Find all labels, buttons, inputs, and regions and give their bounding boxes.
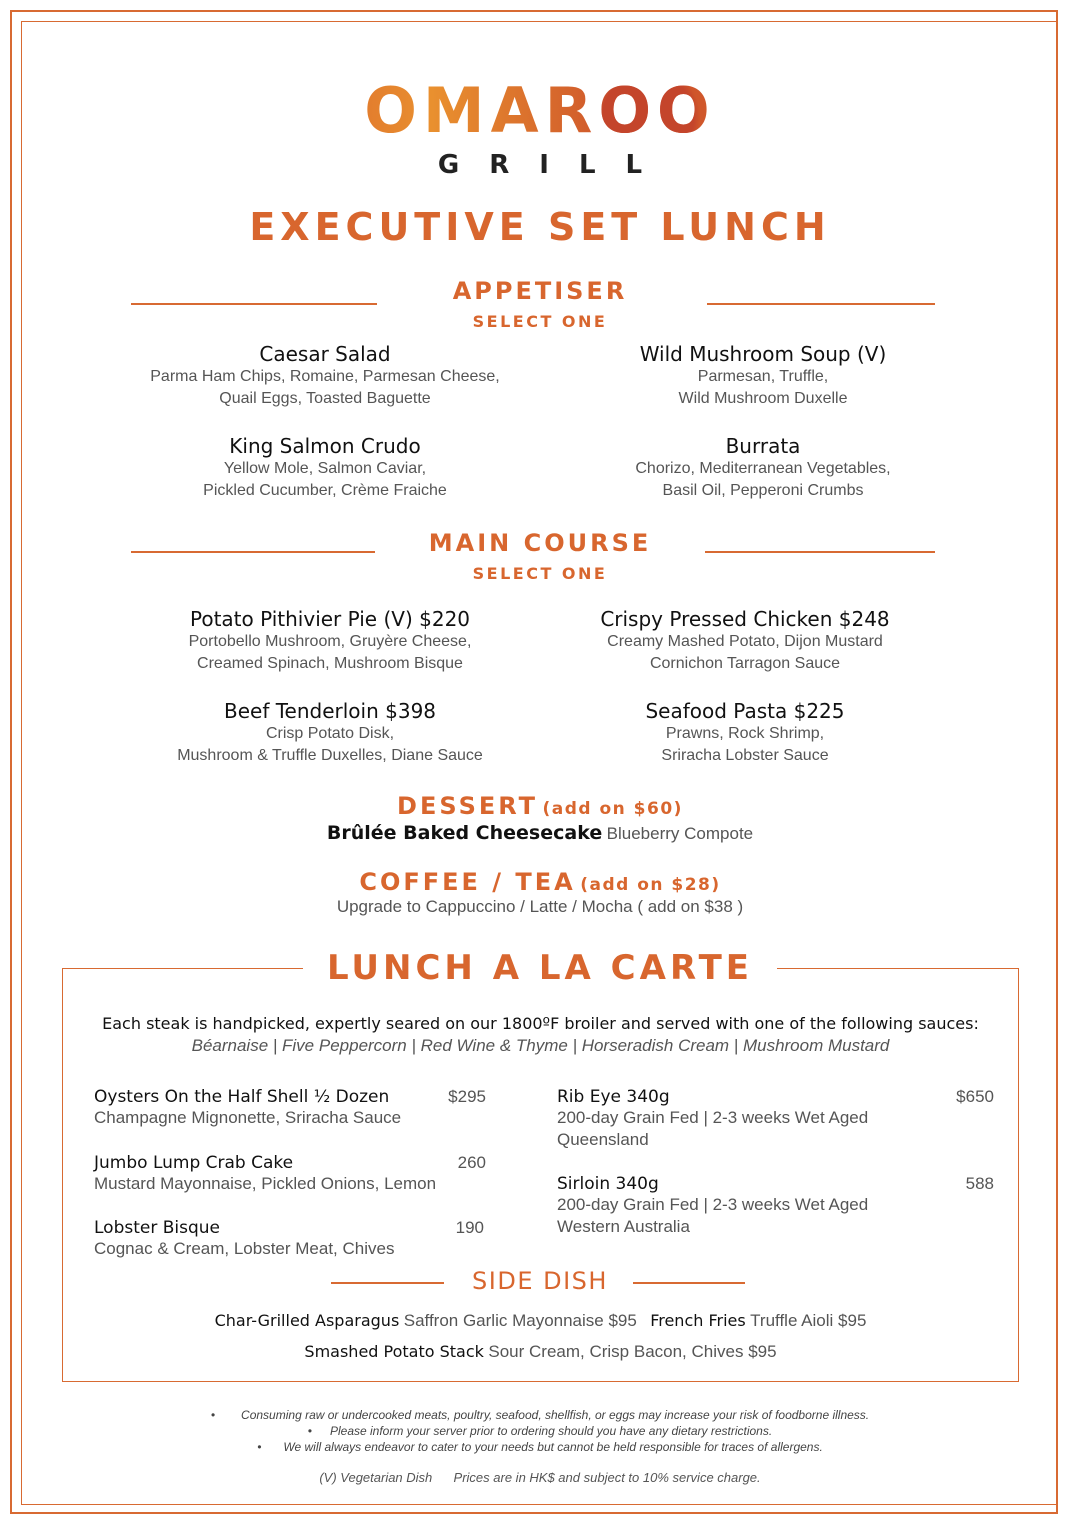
carte-item-name: Oysters On the Half Shell ½ Dozen bbox=[94, 1087, 390, 1107]
main-course-sub: SELECT ONE bbox=[472, 564, 608, 583]
main-item bbox=[545, 607, 945, 675]
carte-item-desc: Champagne Mignonette, Sriracha Sauce bbox=[94, 1108, 402, 1127]
dessert-desc: Blueberry Compote bbox=[606, 824, 754, 843]
carte-item bbox=[557, 1174, 994, 1238]
veg-legend: (V) Vegetarian Dish bbox=[319, 1470, 433, 1485]
dessert-heading-row bbox=[0, 792, 1080, 820]
dish-desc: Wild Mushroom Duxelle bbox=[678, 390, 848, 407]
carte-intro: Each steak is handpicked, expertly seared on our 1800ºF broiler and served with one of the following sauces: bbox=[102, 1014, 979, 1033]
appetiser-item bbox=[90, 434, 560, 502]
coffee-heading: COFFEE / TEA bbox=[359, 868, 576, 896]
dish-desc: Parma Ham Chips, Romaine, Parmesan Cheese, bbox=[150, 368, 500, 385]
dish-name: Potato Pithivier Pie (V) $220 bbox=[189, 607, 471, 631]
bullet-icon: • bbox=[210, 1408, 216, 1422]
side-dish-desc: Truffle Aioli $95 bbox=[750, 1311, 867, 1330]
carte-item-name: Jumbo Lump Crab Cake bbox=[94, 1153, 294, 1173]
carte-item-desc: 200-day Grain Fed | 2-3 weeks Wet Aged bbox=[557, 1195, 869, 1214]
side-dish-name: Smashed Potato Stack bbox=[304, 1342, 484, 1361]
dish-desc: Yellow Mole, Salmon Caviar, bbox=[223, 460, 427, 477]
dessert-item bbox=[0, 822, 1080, 844]
dish-desc: Parmesan, Truffle, bbox=[697, 368, 829, 385]
dish-desc: Mushroom & Truffle Duxelles, Diane Sauce bbox=[177, 747, 483, 764]
dessert-addon: (add on $60) bbox=[542, 799, 683, 819]
dish-name: Burrata bbox=[725, 434, 801, 458]
carte-item-price: 190 bbox=[455, 1218, 484, 1237]
dessert-name: Brûlée Baked Cheesecake bbox=[326, 822, 603, 844]
dish-desc: Quail Eggs, Toasted Baguette bbox=[219, 390, 431, 407]
coffee-desc: Upgrade to Cappuccino / Latte / Mocha ( add on $38 ) bbox=[336, 897, 744, 916]
price-note: Prices are in HK$ and subject to 10% service charge. bbox=[453, 1470, 761, 1485]
carte-item-desc: Queensland bbox=[557, 1130, 649, 1149]
dessert-heading: DESSERT bbox=[397, 792, 539, 820]
dish-desc: Basil Oil, Pepperoni Crumbs bbox=[662, 482, 864, 499]
set-lunch-title: EXECUTIVE SET LUNCH bbox=[249, 205, 831, 249]
footer-note bbox=[0, 1424, 1080, 1438]
footer-note-text: Please inform your server prior to ordering should you have any dietary restrictions. bbox=[329, 1424, 773, 1438]
carte-item-desc: Western Australia bbox=[557, 1217, 690, 1236]
side-dish-desc: Sour Cream, Crisp Bacon, Chives $95 bbox=[488, 1342, 777, 1361]
carte-title: LUNCH A LA CARTE bbox=[303, 948, 777, 988]
coffee-addon: (add on $28) bbox=[580, 875, 721, 895]
carte-item-desc: Cognac & Cream, Lobster Meat, Chives bbox=[94, 1239, 395, 1258]
dish-desc: Creamed Spinach, Mushroom Bisque bbox=[197, 655, 463, 672]
carte-sauces: Béarnaise | Five Peppercorn | Red Wine & Thyme | Horseradish Cream | Mushroom Mustard bbox=[191, 1036, 890, 1055]
side-dish-name: French Fries bbox=[650, 1311, 746, 1330]
dish-desc: Creamy Mashed Potato, Dijon Mustard bbox=[607, 633, 883, 650]
appetiser-item bbox=[90, 342, 560, 410]
dish-name: Wild Mushroom Soup (V) bbox=[639, 342, 887, 366]
side-dish-row bbox=[62, 1342, 1019, 1362]
carte-title-row bbox=[0, 948, 1080, 988]
carte-item-desc: Mustard Mayonnaise, Pickled Onions, Lemon bbox=[94, 1174, 437, 1193]
footer-note-text: Consuming raw or undercooked meats, poultry, seafood, shellfish, or eggs may increase your risk of foodborne illness. bbox=[241, 1408, 870, 1422]
carte-item-name: Sirloin 340g bbox=[557, 1174, 659, 1194]
side-dish-desc: Saffron Garlic Mayonnaise $95 bbox=[403, 1311, 637, 1330]
carte-item-name: Lobster Bisque bbox=[94, 1218, 221, 1238]
footer-legend bbox=[0, 1470, 1080, 1485]
bullet-icon: • bbox=[257, 1440, 262, 1454]
main-item bbox=[100, 607, 560, 675]
carte-item-name: Rib Eye 340g bbox=[557, 1087, 670, 1107]
carte-item-desc: 200-day Grain Fed | 2-3 weeks Wet Aged bbox=[557, 1108, 869, 1127]
footer-note-text: We will always endeavor to cater to your needs but cannot be held responsible for traces of allergens. bbox=[283, 1440, 823, 1454]
main-item bbox=[100, 699, 560, 767]
appetiser-item bbox=[560, 342, 966, 410]
main-item bbox=[545, 699, 945, 767]
dish-desc: Sriracha Lobster Sauce bbox=[661, 747, 829, 764]
bullet-icon: • bbox=[307, 1424, 312, 1438]
dish-name: Seafood Pasta $225 bbox=[645, 699, 845, 723]
footer-note bbox=[0, 1408, 1080, 1422]
appetiser-sub: SELECT ONE bbox=[472, 312, 608, 331]
dish-desc: Cornichon Tarragon Sauce bbox=[649, 655, 841, 672]
side-dish-row bbox=[62, 1311, 1019, 1331]
dish-name: Caesar Salad bbox=[259, 342, 391, 366]
dish-name: Beef Tenderloin $398 bbox=[223, 699, 437, 723]
brand-name: OMAROO bbox=[0, 78, 1080, 144]
appetiser-item bbox=[560, 434, 966, 502]
dish-name: Crispy Pressed Chicken $248 bbox=[600, 607, 890, 631]
side-dish-name: Char-Grilled Asparagus bbox=[214, 1311, 400, 1330]
brand-logo bbox=[0, 74, 1080, 180]
dish-name: King Salmon Crudo bbox=[229, 434, 421, 458]
carte-item bbox=[94, 1218, 484, 1260]
carte-item bbox=[94, 1153, 486, 1195]
dish-desc: Chorizo, Mediterranean Vegetables, bbox=[635, 460, 891, 477]
dish-desc: Prawns, Rock Shrimp, bbox=[665, 725, 825, 742]
main-course-heading: MAIN COURSE bbox=[428, 529, 652, 557]
dish-desc: Pickled Cucumber, Crème Fraiche bbox=[203, 482, 447, 499]
side-dish-heading: SIDE DISH bbox=[472, 1267, 608, 1295]
carte-item bbox=[94, 1087, 486, 1129]
dish-desc: Crisp Potato Disk, bbox=[265, 725, 395, 742]
brand-sub: GRILL bbox=[437, 150, 673, 180]
footer-note bbox=[0, 1440, 1080, 1454]
dish-desc: Portobello Mushroom, Gruyère Cheese, bbox=[188, 633, 472, 650]
carte-item-price: 588 bbox=[965, 1174, 994, 1193]
appetiser-heading: APPETISER bbox=[452, 277, 628, 305]
carte-item-price: $650 bbox=[956, 1087, 994, 1106]
coffee-heading-row bbox=[0, 868, 1080, 896]
carte-item-price: $295 bbox=[448, 1087, 486, 1106]
carte-item bbox=[557, 1087, 994, 1151]
carte-item-price: 260 bbox=[457, 1153, 486, 1172]
